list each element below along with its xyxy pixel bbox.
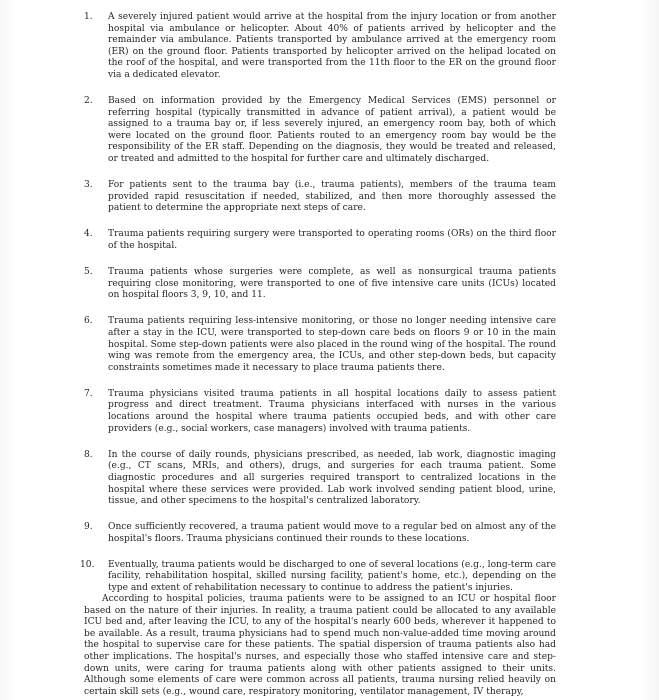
list-item-text: Trauma patients requiring less-intensive monitoring, or those no longer needing intensive care after a stay in the ICU, were transported to step-down care beds on floors 9 or 10 in the main hospital. Some step-down patients were also placed in the round wing of the hospital. The round wing was remote from the emergency area, the ICUs, and other step-down beds, but capacity constraints sometimes made it necessary to place trauma patients there. [108, 316, 556, 373]
list-item-number: 5. [84, 267, 93, 278]
list-item [84, 450, 556, 508]
list-item-number: 10. [80, 559, 95, 570]
list-item-text: Eventually, trauma patients would be discharged to one of several locations (e.g., long-term care facility, rehabilitation hospital, skilled nursing facility, patient's home, etc.), depending on the type and extent of rehabilitation necessary to continue to address the patient's injuries. [108, 559, 556, 594]
list-item-number: 1. [84, 12, 93, 22]
list-item-text: Once sufficiently recovered, a trauma patient would move to a regular bed on almost any of the hospital's floors. Trauma physicians continued their rounds to these locations. [108, 522, 556, 544]
list-item-number: 9. [84, 522, 93, 533]
list-item-number: 3. [84, 180, 93, 191]
list-item-number: 6. [84, 316, 93, 327]
list-item [84, 180, 556, 215]
list-item [80, 559, 556, 595]
list-item-text: Trauma patients whose surgeries were complete, as well as nonsurgical trauma patients requiring close monitoring, were transported to one of five intensive care units (ICUs) located on hospital floors 3, 9, 10, and 11. [108, 267, 556, 301]
list-item [84, 12, 556, 82]
list-item-number: 4. [84, 229, 93, 240]
list-item-text: For patients sent to the trauma bay (i.e., trauma patients), members of the trauma team provided rapid resuscitation if needed, stabilized, and then more thoroughly assessed the patient to determine the appropriate next steps of care. [108, 180, 556, 214]
list-item [84, 96, 556, 166]
closing-paragraph: According to hospital policies, trauma patients were to be assigned to an ICU or hospital floor based on the nature of their injuries. In reality, a trauma patient could be allocated to any available ICU bed and, after leaving the ICU, to any of the hospital's nearly 600 beds, wherever it happened to be available. As a result, trauma physicians had to spend much non-value-added time moving around the hospital to supervise care for these patients. The spatial dispersion of trauma patients also had other implications. The hospital's nurses, and especially those who staffed intensive care and step-down units, were caring for trauma patients along with other patients assigned to their units. Although some elements of care were common across all patients, trauma nursing relied heavily on certain skill sets (e.g., wound care, respiratory monitoring, ventilator management, IV therapy, [84, 594, 556, 697]
list-item [84, 389, 556, 435]
process-steps-list [80, 12, 556, 609]
list-item-number: 7. [84, 388, 93, 399]
list-item-text: Based on information provided by the Emergency Medical Services (EMS) personnel or referring hospital (typically transmitted in advance of patient arrival), a patient would be assigned to a trauma bay or, if less severely injured, an emergency room bay, both of which were located on the ground floor. Patients routed to an emergency room bay would be the responsibility of the ER staff. Depending on the diagnosis, they would be treated and released, or treated and admitted to the hospital for further care and ultimately discharged. [108, 96, 556, 165]
list-item-text: Trauma physicians visited trauma patients in all hospital locations daily to assess patient progress and direct treatment. Trauma physicians interfaced with nurses in the various locations around the hospital where trauma patients occupied beds, and with other care providers (e.g., social workers, case managers) involved with trauma patients. [108, 388, 556, 434]
list-item-number: 8. [84, 449, 93, 460]
list-item [84, 229, 556, 252]
list-item [84, 522, 556, 545]
list-item-text: In the course of daily rounds, physicians prescribed, as needed, lab work, diagnostic imaging (e.g., CT scans, MRIs, and others), drugs, and surgeries for each trauma patient. Some diagnostic procedures and all surgeries required transport to centralized locations in the hospital where these services were provided. Lab work involved sending patient blood, urine, tissue, and other specimens to the hospital's centralized laboratory. [108, 449, 556, 507]
list-item [84, 316, 556, 374]
list-item-text: Trauma patients requiring surgery were transported to operating rooms (ORs) on the third floor of the hospital. [108, 229, 556, 251]
list-item-text: A severely injured patient would arrive at the hospital from the injury location or from another hospital via ambulance or helicopter. About 40% of patients arrived by helicopter and the remainder via ambulance. Patients transported by ambulance arrived at the emergency room (ER) on the ground floor. Patients transported by helicopter arrived on the helipad located on the roof of the hospital, and were transported from the 11th floor to the ER on the ground floor via a dedicated elevator. [108, 12, 556, 80]
list-item-number: 2. [84, 96, 93, 107]
list-item [84, 267, 556, 302]
